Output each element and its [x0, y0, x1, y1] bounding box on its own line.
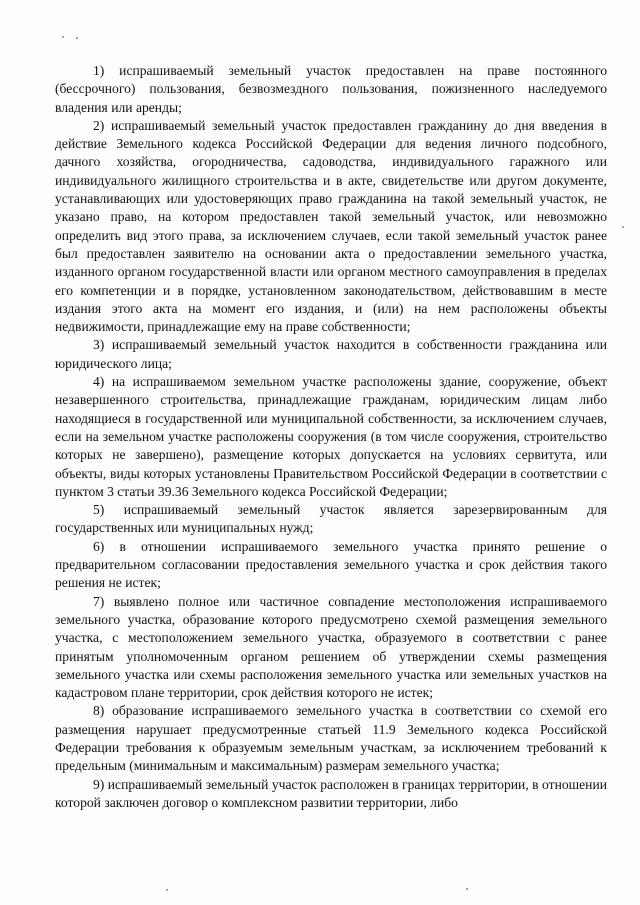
paragraph-item-8: 8) образование испрашиваемого земельного участка в соответствии со схемой его размещения нарушает предусмотренные статьей 11.9 Земельного кодекса Российской Федерации требования к образуемым земельным участкам, за исключением требований к предельным (минимальным и максимальным) размерам земельного участка;: [55, 703, 607, 774]
paragraph-item-6: 6) в отношении испрашиваемого земельного участка принято решение о предварительном согласовании предоставления земельного участка и срок действия такого решения не истек;: [55, 538, 607, 591]
scan-speck: [166, 889, 168, 891]
paragraph-item-4: 4) на испрашиваемом земельном участке расположены здание, сооружение, объект незавершенного строительства, принадлежащие гражданам, юридическим лицам либо находящиеся в государственной или муниципальной собственности, за исключением случаев, если на земельном участке расположены сооружения (в том числе сооружения, строительство которых не завершено), размещение которых допускается на условиях сервитута, или объекты, виды которых установлены Правительством Российской Федерации в соответствии с пунктом 3 статьи 39.36 Земельного кодекса Российской Федерации;: [55, 374, 607, 499]
scan-speck: [62, 36, 64, 38]
scan-speck: [466, 888, 468, 890]
scan-speck: [622, 226, 624, 228]
paragraph-item-9: 9) испрашиваемый земельный участок расположен в границах территории, в отношении которой заключен договор о комплексном развитии территории, либо: [55, 776, 607, 810]
paragraph-item-2: 2) испрашиваемый земельный участок предоставлен гражданину до дня введения в действие Земельного кодекса Российской Федерации для ведения личного подсобного, дачного хозяйства, огородничества, садоводства, индивидуального гаражного или индивидуального жилищного строительства и в акте, свидетельстве или другом документе, устанавливающих или удостоверяющих право гражданина на такой земельный участок, не указано право, на котором предоставлен такой земельный участок, или невозможно определить вид этого права, за исключением случаев, если такой земельный участок ранее был предоставлен заявителю на основании акта о предоставлении земельного участка, изданного органом государственной власти или органом местного самоуправления в пределах его компетенции и в порядке, установленном законодательством, действовавшим в месте издания этого акта на момент его издания, и (или) на нем расположены объекты недвижимости, принадлежащие ему на праве собственности;: [55, 117, 607, 335]
paragraph-item-7: 7) выявлено полное или частичное совпадение местоположения испрашиваемого земельного участка, образование которого предусмотрено схемой размещения земельного участка, с местоположением земельного участка, образуемого в соответствии с ранее принятым уполномоченным органом решением об утверждении схемы размещения земельного участка или схемы расположения земельного участка или земельных участков на кадастровом плане территории, срок действия которого не истек;: [55, 593, 607, 701]
scan-speck: [76, 37, 78, 39]
paragraph-item-3: 3) испрашиваемый земельный участок находится в собственности гражданина или юридического лица;: [55, 337, 607, 371]
paragraph-item-1: 1) испрашиваемый земельный участок предоставлен на праве постоянного (бессрочного) пользования, безвозмездного пользования, пожизненного наследуемого владения или аренды;: [55, 63, 607, 115]
document-body: [55, 62, 607, 812]
paragraph-item-5: 5) испрашиваемый земельный участок является зарезервированным для государственных или муниципальных нужд;: [55, 502, 607, 536]
